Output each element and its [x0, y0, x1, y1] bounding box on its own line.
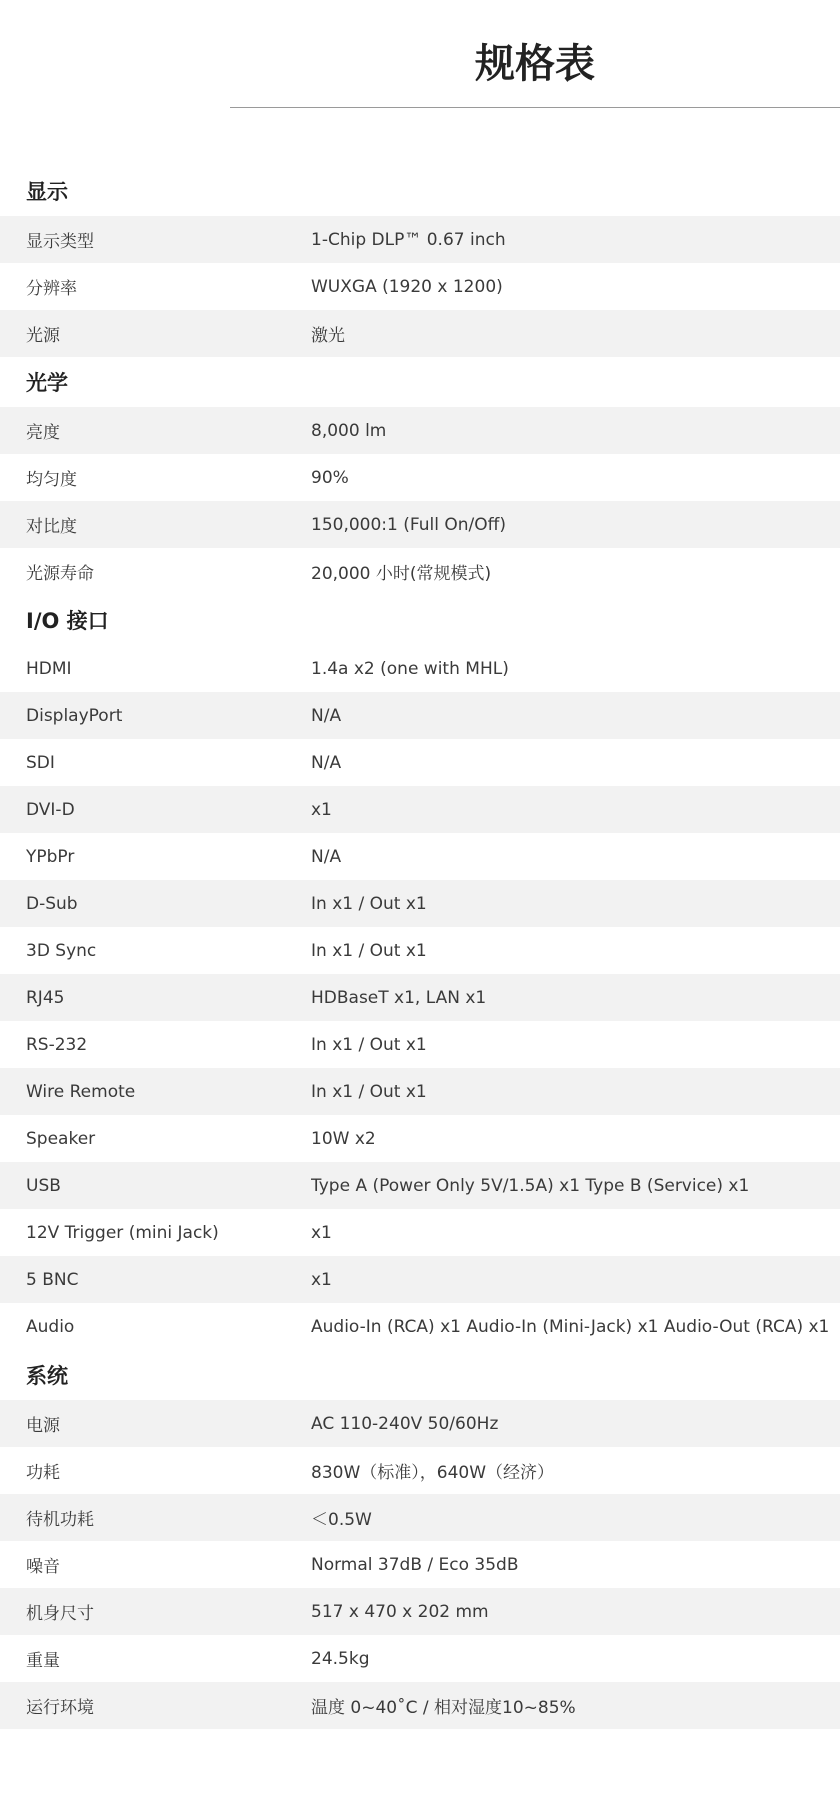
- spec-value: x1: [311, 1222, 332, 1243]
- spec-row: [0, 739, 840, 786]
- spec-label: Speaker: [26, 1128, 96, 1149]
- spec-value: Audio-In (RCA) x1 Audio-In (Mini-Jack) x1 Audio-Out (RCA) x1: [311, 1316, 830, 1337]
- spec-label: RJ45: [26, 987, 65, 1008]
- spec-label: Audio: [26, 1316, 75, 1337]
- spec-value: ＜0.5W: [311, 1510, 372, 1530]
- section-display: [0, 166, 840, 357]
- spec-value: N/A: [311, 705, 342, 726]
- spec-value: WUXGA (1920 x 1200): [311, 276, 503, 297]
- spec-value: 激光: [311, 326, 345, 346]
- section-heading: 光学: [26, 371, 68, 395]
- spec-label: D-Sub: [26, 893, 78, 914]
- spec-label: 5 BNC: [26, 1269, 79, 1290]
- spec-label: 机身尺寸: [26, 1604, 94, 1624]
- spec-value: In x1 / Out x1: [311, 1034, 427, 1055]
- section-heading: 系统: [26, 1364, 68, 1388]
- spec-label: HDMI: [26, 658, 72, 679]
- page-title: 规格表: [475, 41, 595, 87]
- spec-row: [0, 1021, 840, 1068]
- spec-value: N/A: [311, 752, 342, 773]
- spec-row: [0, 1588, 840, 1635]
- section-heading: 显示: [26, 180, 68, 204]
- spec-label: 重量: [26, 1651, 60, 1671]
- spec-row: [0, 548, 840, 595]
- spec-row: [0, 407, 840, 454]
- spec-value: 8,000 lm: [311, 420, 387, 441]
- spec-value: Normal 37dB / Eco 35dB: [311, 1554, 519, 1575]
- spec-row: [0, 216, 840, 263]
- spec-row: [0, 692, 840, 739]
- spec-value: x1: [311, 1269, 332, 1290]
- spec-value: 1-Chip DLP™ 0.67 inch: [311, 229, 506, 250]
- title-divider: [230, 107, 840, 108]
- spec-row: [0, 1303, 840, 1350]
- spec-value: AC 110-240V 50/60Hz: [311, 1413, 499, 1434]
- spec-label: 待机功耗: [26, 1510, 94, 1530]
- spec-label: 亮度: [26, 423, 60, 443]
- spec-value: 830W（标准），640W（经济）: [311, 1463, 555, 1483]
- spec-label: 噪音: [26, 1557, 60, 1577]
- spec-label: 光源: [26, 326, 60, 346]
- spec-value: In x1 / Out x1: [311, 940, 427, 961]
- spec-value: N/A: [311, 846, 342, 867]
- spec-value: 20,000 小时(常规模式): [311, 564, 492, 584]
- spec-value: HDBaseT x1, LAN x1: [311, 987, 487, 1008]
- spec-row: [0, 786, 840, 833]
- spec-label: 运行环境: [26, 1698, 94, 1718]
- spec-value: Type A (Power Only 5V/1.5A) x1 Type B (Service) x1: [311, 1175, 750, 1196]
- spec-label: 光源寿命: [26, 564, 94, 584]
- spec-value: In x1 / Out x1: [311, 1081, 427, 1102]
- spec-row: [0, 501, 840, 548]
- spec-value: 1.4a x2 (one with MHL): [311, 658, 509, 679]
- spec-row: [0, 1447, 840, 1494]
- spec-row: [0, 927, 840, 974]
- spec-label: USB: [26, 1175, 61, 1196]
- spec-row: [0, 880, 840, 927]
- spec-label: 分辨率: [26, 279, 77, 299]
- spec-row: [0, 1256, 840, 1303]
- spec-label: DVI-D: [26, 799, 75, 820]
- spec-label: 电源: [26, 1416, 60, 1436]
- spec-row: [0, 833, 840, 880]
- spec-label: 对比度: [26, 517, 77, 537]
- spec-row: [0, 645, 840, 692]
- spec-label: 显示类型: [26, 232, 94, 252]
- spec-label: 功耗: [26, 1463, 60, 1483]
- spec-row: [0, 1115, 840, 1162]
- section-system: [0, 1350, 840, 1729]
- spec-label: SDI: [26, 752, 55, 773]
- spec-label: DisplayPort: [26, 705, 123, 726]
- spec-table: [0, 166, 840, 1729]
- spec-label: YPbPr: [26, 846, 75, 867]
- spec-value: 24.5kg: [311, 1648, 370, 1669]
- spec-label: RS-232: [26, 1034, 88, 1055]
- section-optics: [0, 357, 840, 595]
- spec-row: [0, 1400, 840, 1447]
- spec-row: [0, 1541, 840, 1588]
- spec-row: [0, 1635, 840, 1682]
- spec-row: [0, 1494, 840, 1541]
- spec-row: [0, 310, 840, 357]
- spec-row: [0, 263, 840, 310]
- spec-row: [0, 1682, 840, 1729]
- spec-value: 10W x2: [311, 1128, 376, 1149]
- spec-row: [0, 1209, 840, 1256]
- spec-value: 150,000:1 (Full On/Off): [311, 514, 506, 535]
- spec-value: 温度 0~40˚C / 相对湿度10~85%: [311, 1698, 576, 1718]
- spec-value: 90%: [311, 467, 349, 488]
- spec-label: Wire Remote: [26, 1081, 136, 1102]
- spec-label: 3D Sync: [26, 940, 97, 961]
- spec-row: [0, 454, 840, 501]
- section-heading: I/O 接口: [26, 609, 109, 633]
- spec-value: x1: [311, 799, 332, 820]
- spec-value: In x1 / Out x1: [311, 893, 427, 914]
- spec-row: [0, 1068, 840, 1115]
- spec-row: [0, 1162, 840, 1209]
- spec-value: 517 x 470 x 202 mm: [311, 1601, 489, 1622]
- spec-label: 12V Trigger (mini Jack): [26, 1222, 219, 1243]
- section-io: [0, 595, 840, 1350]
- spec-row: [0, 974, 840, 1021]
- spec-label: 均匀度: [26, 470, 77, 490]
